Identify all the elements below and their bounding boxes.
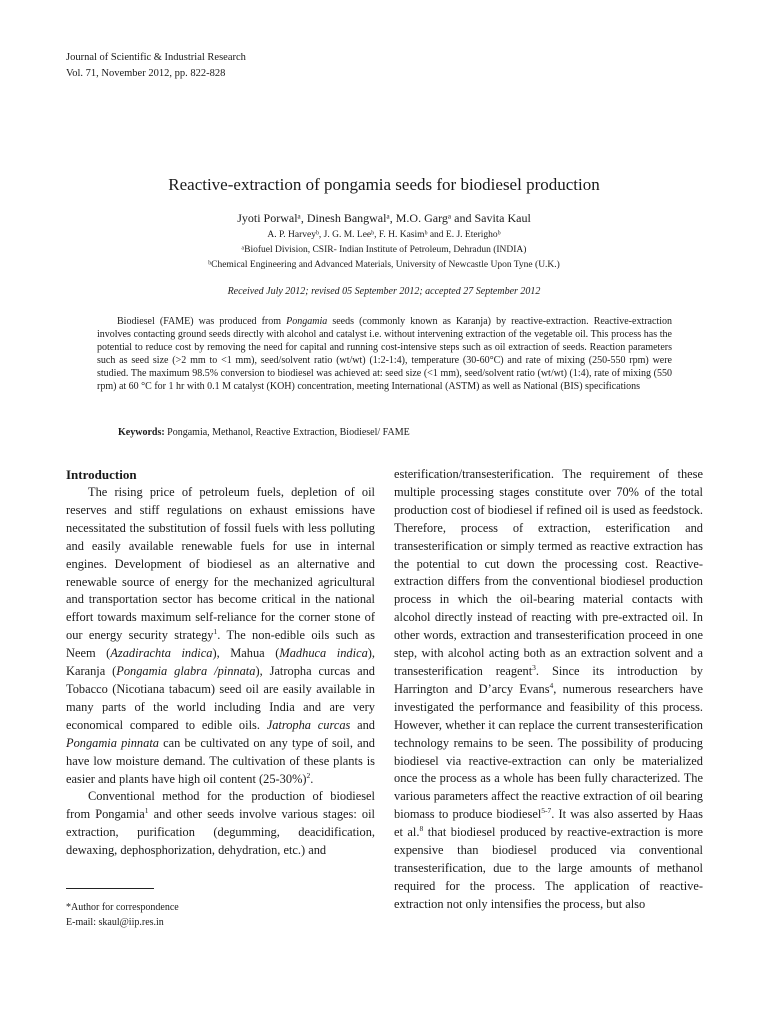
author-block (0, 211, 768, 273)
author-line-1: Jyoti Porwalᵃ, Dinesh Bangwalᵃ, M.O. Gargᵃ and Savita Kaul (237, 211, 531, 225)
abstract-pongamia: Pongamia (286, 316, 328, 327)
keywords-label: Keywords: (118, 427, 165, 438)
affiliation-b: ᵇChemical Engineering and Advanced Materials, University of Newcastle Upon Tyne (U.K.) (208, 260, 560, 270)
affiliation-a: ᵃBiofuel Division, CSIR- Indian Institute of Petroleum, Dehradun (INDIA) (241, 245, 527, 255)
keywords-text: Pongamia, Methanol, Reactive Extraction, Biodiesel/ FAME (164, 427, 410, 438)
right-paragraph: esterification/transesterification. The requirement of these multiple processing stages constitute over 70% of the total production cost of biodiesel if refined oil is used as feedstock. Therefore, process of extraction, esterification and transesterification or simply termed as reactive extraction has the potential to cut down the processing cost. Reactive-extraction differs from the conventional biodiesel production process in which the oil-bearing material contacts with alcohol directly instead of reacting with pre-extracted oil. In other words, extraction and transesterification proceed in one step, with alcohol acting both as an extraction solvent and a transesterification reagent$^3$. Since its introduction by Harrington and D’arcy Evans$^4$, numerous researchers have investigated the performance and feasibility of this process. However, whether it can replace the current transesterification technology remains to be seen. The possibility of producing biodiesel via reactive-extraction can only be materialized once the process as a whole has been fully characterized. The various parameters affect the reactive extraction of oil bearing biomass to produce biodiesel$^{5-7}$. It was also asserted by Haas et al.$^8$ that biodiesel produced by reactive-extraction is more expensive than biodiesel produced via conventional transesterification, due to the large amounts of methanol required for the process. The application of reactive-extraction not only intensifies the process, but also (394, 467, 703, 911)
footnote-author: *Author for correspondence (66, 902, 179, 913)
author-line-2: A. P. Harveyᵇ, J. G. M. Leeᵇ, F. H. Kasimᵇ and E. J. Eterighoᵇ (267, 230, 501, 240)
intro-paragraph-2: Conventional method for the production of biodiesel from Pongamia$^1$ and other seeds involve various stages: oil extraction, purification (degumming, deacidification, dewaxing, dephosphorization, dehydration, etc.) and (66, 789, 375, 858)
journal-header (66, 50, 246, 82)
intro-paragraph-1: The rising price of petroleum fuels, depletion of oil reserves and stiff regulations on exhaust emissions have necessitated the substitution of fossil fuels with less polluting and easily available renewable fuels for use in internal engines. Development of biodiesel as an alternative and renewable source of energy for the mechanized agricultural and transportation sector has become critical in the national effort towards maximum self-reliance for the corner stone of our energy security strategy$^1$. The non-edible oils such as Neem (Azadirachta indica), Mahua (Madhuca indica), Karanja (Pongamia glabra /pinnata), Jatropha curcas and Tobacco (Nicotiana tabacum) seed oil are easily available in many parts of the world including India and are very economical compared to edible oils. Jatropha curcas and Pongamia pinnata can be cultivated on any type of soil, and have low moisture demand. The cultivation of these plants is easier and plants have high oil content $(25-30\%)^2$. (66, 485, 376, 786)
journal-name: Journal of Scientific & Industrial Research (66, 52, 246, 63)
abstract: Biodiesel (FAME) was produced from Pongamia seeds (commonly known as Karanja) by reactive-extraction. Reactive-extraction involves contacting ground seeds directly with alcohol and catalyst i.e. without intervening extraction of the vegetable oil. This process has the potential to reduce cost by removing the need for capital and running cost-intensive steps such as oil extraction of seeds. Reaction parameters such as seed size (>2 mm to <1 mm), seed/solvent ratio (wt/wt) (1:2-1:4), temperature (30-60°C) and rate of mixing (250-550 rpm) were studied. The maximum 98.5% conversion to biodiesel was achieved at: seed size (<1 mm), seed/solvent ratio (wt/wt) (1:4), rate of mixing (550 rpm) at 60 °C for 1 hr with 0.1 M catalyst (KOH) concentration, meeting International (ASTM) as well as National (BIS) specifications (97, 316, 672, 393)
footnote (66, 900, 179, 930)
footnote-rule (66, 888, 154, 889)
paper-title: Reactive-extraction of pongamia seeds for biodiesel production (168, 175, 600, 194)
footnote-email: E-mail: skaul@iip.res.in (66, 917, 164, 928)
keywords (118, 427, 410, 438)
section-heading-introduction: Introduction (66, 467, 137, 482)
received-dates: Received July 2012; revised 05 September 2012; accepted 27 September 2012 (227, 286, 541, 297)
right-column (394, 466, 703, 914)
journal-volume: Vol. 71, November 2012, pp. 822-828 (66, 68, 226, 79)
left-column (66, 466, 375, 860)
